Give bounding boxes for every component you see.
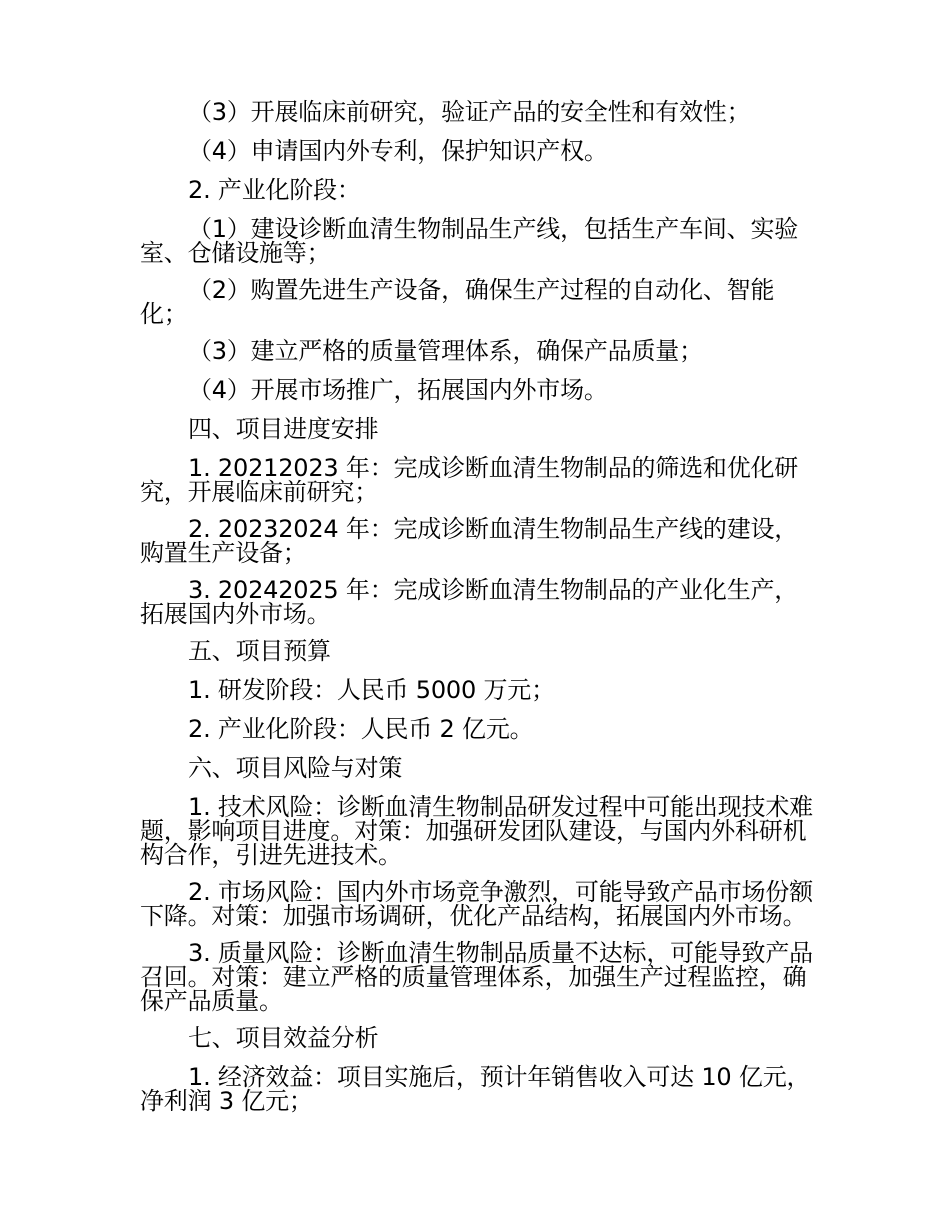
paragraph-market-promotion: （4）开展市场推广，拓展国内外市场。 [188, 376, 608, 404]
paragraph-production-line: （1）建设诊断血清生物制品生产线，包括生产车间、实验室、仓储设施等； [140, 215, 799, 267]
paragraph-schedule-1: 1. 20212023 年：完成诊断血清生物制品的筛选和优化研究，开展临床前研究； [140, 454, 799, 506]
heading-industrialization: 2. 产业化阶段： [188, 176, 361, 204]
section-heading-risks: 六、项目风险与对策 [188, 754, 403, 782]
paragraph-economic-benefit: 1. 经济效益：项目实施后，预计年销售收入可达 10 亿元，净利润 3 亿元； [140, 1063, 811, 1115]
paragraph-schedule-3: 3. 20242025 年：完成诊断血清生物制品的产业化生产，拓展国内外市场。 [140, 576, 799, 628]
paragraph-preclinical: （3）开展临床前研究，验证产品的安全性和有效性； [188, 98, 751, 126]
paragraph-risk-quality: 3. 质量风险：诊断血清生物制品质量不达标，可能导致产品召回。对策：建立严格的质量管理体系，加强生产过程监控，确保产品质量。 [140, 939, 813, 1015]
paragraph-budget-industrial: 2. 产业化阶段：人民币 2 亿元。 [188, 715, 534, 743]
section-heading-benefits: 七、项目效益分析 [188, 1024, 379, 1052]
section-heading-schedule: 四、项目进度安排 [188, 415, 379, 443]
paragraph-patent: （4）申请国内外专利，保护知识产权。 [188, 137, 608, 165]
section-heading-budget: 五、项目预算 [188, 637, 331, 665]
paragraph-risk-technical: 1. 技术风险：诊断血清生物制品研发过程中可能出现技术难题，影响项目进度。对策：加强研发团队建设，与国内外科研机构合作，引进先进技术。 [140, 793, 813, 869]
paragraph-risk-market: 2. 市场风险：国内外市场竞争激烈，可能导致产品市场份额下降。对策：加强市场调研，优化产品结构，拓展国内外市场。 [140, 878, 813, 930]
paragraph-quality-system: （3）建立严格的质量管理体系，确保产品质量； [188, 337, 703, 365]
paragraph-equipment: （2）购置先进生产设备，确保生产过程的自动化、智能化； [140, 276, 775, 328]
paragraph-schedule-2: 2. 20232024 年：完成诊断血清生物制品生产线的建设，购置生产设备； [140, 515, 799, 567]
paragraph-budget-rd: 1. 研发阶段：人民币 5000 万元； [188, 676, 555, 704]
document-body [140, 100, 815, 1126]
